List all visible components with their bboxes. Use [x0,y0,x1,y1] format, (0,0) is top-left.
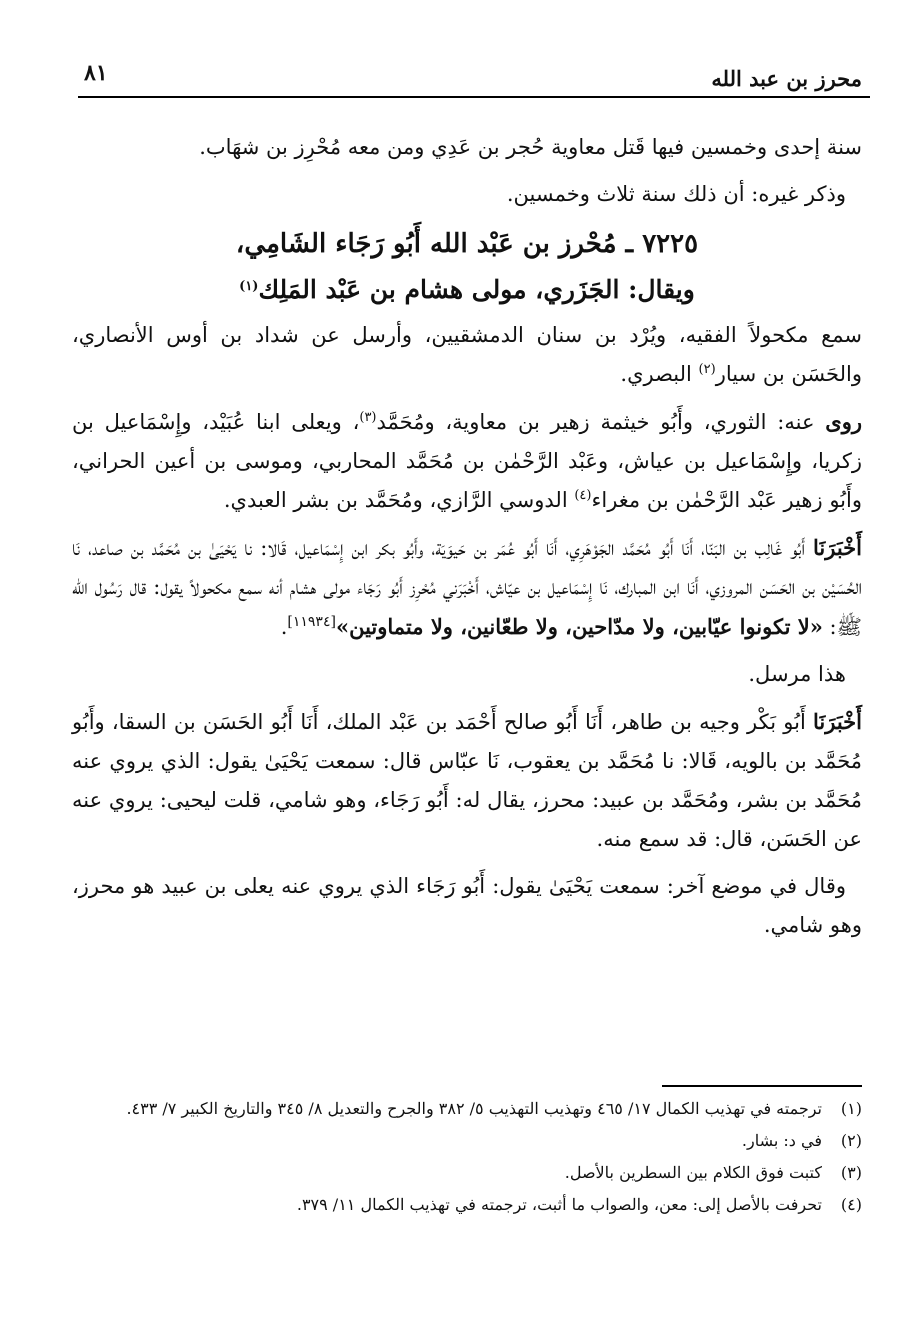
paragraph-4 [72,402,862,520]
paragraph-5-lead: أَخْبَرَنَا [813,535,862,560]
running-title: محرز بن عبد الله [711,66,862,91]
paragraph-3 [72,316,862,394]
hadith-quote: «لا تكونوا عيّابين، ولا مدّاحين، ولا طعّانين، ولا متماوتين» [335,614,823,639]
footnote-text: تحرفت بالأصل إلى: معن، والصواب ما أثبت، ترجمته في تهذيب الكمال ١١/ ٣٧٩. [296,1195,822,1214]
paragraph-4-text-a: عنه: الثوري، وأَبُو خيثمة زهير بن معاوية، ومُحَمَّد [376,410,826,434]
footnotes [72,1094,862,1222]
footnote-text: ترجمته في تهذيب الكمال ١٧/ ٤٦٥ وتهذيب التهذيب ٥/ ٣٨٢ والجرح والتعديل ٨/ ٣٤٥ والتاريخ الكبير ٧/ ٤٣٣. [126,1099,822,1118]
hadith-reference: [١١٩٣٤] [287,614,336,630]
page-header [78,50,862,96]
page-number: ٨١ [84,60,108,86]
paragraph-5 [72,528,862,647]
footnote-marker-1: (١) [239,279,259,294]
footnote-text: كتبت فوق الكلام بين السطرين بالأصل. [564,1163,822,1182]
paragraph-2: وذكر غيره: أن ذلك سنة ثلاث وخمسين. [506,182,846,206]
header-rule [78,96,870,98]
footnote-4 [72,1190,862,1220]
footnote-2 [72,1126,862,1156]
entry-subtitle-text: ويقال: الجَزَري، مولى هشام بن عَبْد المَلِك [258,275,695,304]
paragraph-7-text: أَبُو بَكْر وجيه بن طاهر، أَنَا أَبُو صالح أَحْمَد بن عَبْد الملك، أَنَا أَبُو الحَسَن بن السقا، وأَبُو مُحَمَّد بن بالويه، قَالا: نا مُحَمَّد بن يعقوب، نَا عبّاس قال: سمعت يَحْيَىٰ يقول: الذي يروي عنه مُحَمَّد بن بشر، ومُحَمَّد بن عبيد: محرز، يقال له: أَبُو رَجَاء، وهو شامي، قلت ليحيى: يروي عنه عن الحَسَن، قال: قد سمع منه. [72,710,862,851]
paragraph-4-text-c: الدوسي الرَّازي، ومُحَمَّد بن بشر العبدي. [223,488,575,512]
footnote-number: (١) [840,1099,862,1118]
paragraph-8: وقال في موضع آخر: سمعت يَحْيَىٰ يقول: أَبُو رَجَاء الذي يروي عنه يعلى بن عبيد هو محرز، وهو شامي. [72,874,862,937]
paragraph-4-text-b: ، ويعلى ابنا عُبَيْد، وإِسْمَاعيل بن زكريا، وإِسْمَاعيل بن عياش، وعَبْد الرَّحْمٰن بن مُحَمَّد المحاربي، وموسى بن أعين الحراني، وأَبُو زهير عَبْد الرَّحْمٰن بن مغراء [72,410,862,512]
footnote-marker-4: (٤) [574,488,592,503]
paragraph-1: سنة إحدى وخمسين فيها قَتل معاوية حُجر بن عَدِي ومن معه مُحْرِز بن شهَاب. [199,135,862,159]
footnote-number: (٣) [840,1163,862,1182]
paragraph-3-text-a: سمع مكحولاً الفقيه، ويُرْد بن سنان الدمشقيين، وأرسل عن شداد بن أوس الأنصاري، والحَسَن بن سيار [72,323,862,386]
main-text [72,128,862,953]
paragraph-3-text-b: البصري. [620,362,699,386]
footnote-number: (٤) [840,1195,862,1214]
footnote-marker-2: (٢) [698,362,716,377]
footnote-1 [72,1094,862,1124]
paragraph-5-text: أَبُو غَالِب بن البَنّا، أَنَا أَبُو مُحَمَّد الجَوْهَرِي، أَنَا أَبُو عُمَر بن حَيوَيَة، وأَبُو بكر ابن إِسْمَاعيل، قَالا: نا يَحْيَىٰ بن مُحَمَّد بن صاعد، نَا الحُسَيْن بن الحَسَن المروزي، أَنَا ابن المبارك، نَا إِسْمَاعيل بن عيّاش، أَخْبَرَني مُحْرِز أَبُو رَجَاء مولى هشام أنه سمع مكحولاً يقول: قال رَسُول الله ﷺ: [72,536,862,639]
paragraph-6: هذا مرسل. [748,662,846,686]
footnote-marker-3: (٣) [359,410,377,425]
paragraph-7 [72,702,862,859]
entry-title: ٧٢٢٥ ـ مُحْرز بن عَبْد الله أَبُو رَجَاء الشَامِي، [235,229,699,259]
entry-subtitle [72,268,862,312]
paragraph-4-lead: روى [825,409,863,434]
footnote-number: (٢) [840,1131,862,1150]
footnote-3 [72,1158,862,1188]
paragraph-5-end: . [280,615,288,639]
paragraph-7-lead: أَخْبَرَنَا [813,709,862,734]
footnote-rule [662,1085,862,1087]
footnote-text: في د: بشار. [741,1131,822,1150]
